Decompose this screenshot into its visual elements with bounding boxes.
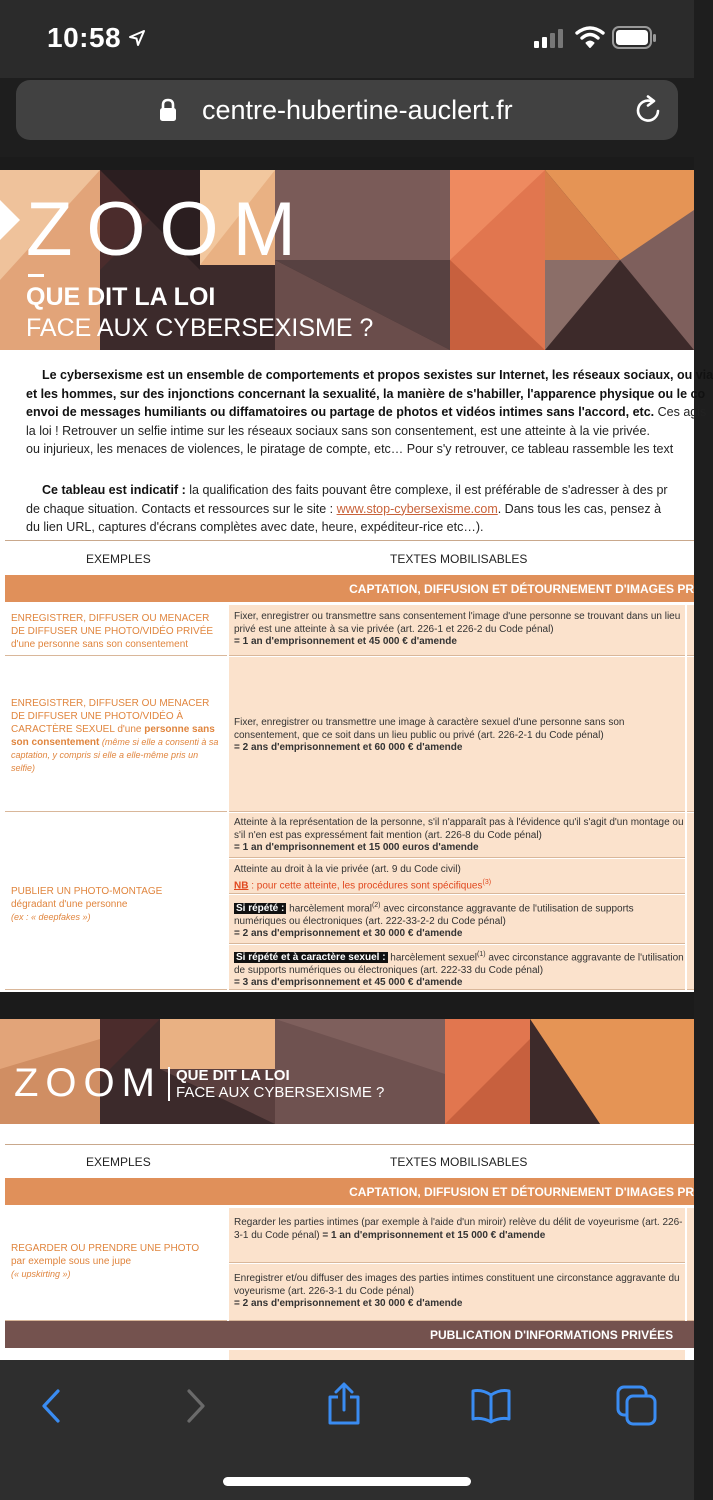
penalty-text: = 3 ans d'emprisonnement et 45 000 € d'amende xyxy=(234,977,463,989)
reload-icon[interactable] xyxy=(634,95,664,125)
location-arrow-icon xyxy=(128,29,146,47)
lock-icon xyxy=(158,98,178,122)
law-text: Enregistrer et/ou diffuser des images des parties intimes constituent une circonstance aggravante du voyeurisme (art. 226-3-1 du Code pénal) xyxy=(234,1273,680,1297)
address-bar[interactable] xyxy=(16,80,678,140)
law-text: Atteinte au droit à la vie privée (art. 9 du Code civil) xyxy=(234,864,461,875)
home-indicator xyxy=(223,1477,471,1486)
nb-label: NB xyxy=(234,879,249,891)
penalty-text: = 1 an d'emprisonnement et 15 000 € d'amende xyxy=(319,1229,546,1241)
title-bold: QUE DIT LA LOI xyxy=(26,283,216,311)
example-subtitle: par exemple sous une jupe xyxy=(11,1256,132,1267)
title-light-small: FACE AUX CYBERSEXISME ? xyxy=(176,1084,385,1101)
wifi-icon xyxy=(575,26,605,48)
intro-line: du lien URL, captures d'écrans complètes avec date, heure, expéditeur-rice etc…). xyxy=(26,520,484,535)
intro-line: ou injurieux, les menaces de violences, le piratage de compte, etc… Pour s'y retrouver, ce tableau rassemble les text xyxy=(26,442,674,457)
footnote-ref: (1) xyxy=(477,951,486,958)
penalty-text: = 2 ans d'emprisonnement et 30 000 € d'amende xyxy=(234,928,463,940)
cellular-signal-icon xyxy=(534,28,566,48)
zoom-banner xyxy=(0,170,694,350)
penalty-text: = 1 an d'emprisonnement et 45 000 € d'amende xyxy=(234,636,457,647)
section-title: PUBLICATION D'INFORMATIONS PRIVÉES xyxy=(430,1328,674,1342)
law-text: harcèlement sexuel xyxy=(387,952,478,964)
example-cell xyxy=(5,1208,227,1321)
law-text-cell xyxy=(229,1264,685,1321)
law-text: avec circonstance aggravante de l'utilisation de supports numériques ou électroniques (art. 222-33-2-2 du Code pénal) xyxy=(234,903,634,927)
intro-line: de chaque situation. Contacts et ressources sur le site : xyxy=(26,501,337,516)
example-title: REGARDER OU PRENDRE UNE PHOTO xyxy=(11,1243,200,1254)
tabs-icon[interactable] xyxy=(615,1384,659,1426)
intro-line: la qualification des faits pouvant être complexe, il est préférable de s'adresser à des pr xyxy=(185,483,668,497)
battery-icon xyxy=(612,26,658,50)
section-title: CAPTATION, DIFFUSION ET DÉTOURNEMENT D'IMAGES PR xyxy=(349,582,694,596)
intro-paragraph-2 xyxy=(26,481,668,537)
status-time: 10:58 xyxy=(47,22,122,53)
back-icon[interactable] xyxy=(38,1388,64,1424)
title-light: FACE AUX CYBERSEXISME ? xyxy=(26,314,374,342)
bookmarks-icon[interactable] xyxy=(470,1388,512,1424)
intro-line: envoi de messages humiliants ou diffamatoires ou partage de photos et vidéos intimes sans l'accord, etc. xyxy=(26,405,655,420)
intro-line: . Dans tous les cas, pensez à xyxy=(497,501,662,516)
zoom-heading-small: ZOOM xyxy=(14,1061,162,1105)
forward-icon[interactable] xyxy=(183,1388,209,1424)
intro-line: Ce tableau est indicatif : xyxy=(42,483,186,497)
law-text-cell xyxy=(229,1208,685,1263)
section-header-captation xyxy=(5,575,694,602)
law-text: Regarder les parties intimes (par exemple à l'aide d'un miroir) relève du délit de voyeurisme (art. 226-3-1 du Code pénal) xyxy=(234,1217,683,1241)
col-header-texts: TEXTES MOBILISABLES xyxy=(390,1155,528,1169)
law-text-cell xyxy=(229,657,685,812)
law-text: Fixer, enregistrer ou transmettre sans consentement l'image d'une personne se trouvant dans un lieu privé est une atteinte à sa vie privée (art. 226-1 et 226-2 du Code pénal) xyxy=(234,611,681,635)
law-text-cell xyxy=(229,945,685,990)
stop-cybersexisme-link[interactable]: www.stop-cybersexisme.com xyxy=(336,501,498,516)
footnote-ref: (2) xyxy=(371,902,381,909)
penalty-text: = 1 an d'emprisonnement et 15 000 euros d'amende xyxy=(234,842,479,853)
repeat-tag: Si répété : xyxy=(236,903,285,915)
col-header-examples: EXEMPLES xyxy=(86,1155,151,1169)
example-title: PUBLIER UN PHOTO-MONTAGE xyxy=(11,886,163,897)
example-text: d'une xyxy=(114,724,145,735)
example-note: (même si elle a consenti à sa captation, y compris si elle a elle-même pris un selfie) xyxy=(11,737,219,773)
url-text: centre-hubertine-auclert.fr xyxy=(202,95,513,125)
intro-line: Ces agis xyxy=(654,405,707,420)
web-content[interactable] xyxy=(0,157,713,1360)
zoom-banner-small xyxy=(0,1019,694,1124)
law-text: Fixer, enregistrer ou transmettre une image à caractère sexuel d'une personne sans son consentement, que ce soit dans un lieu public ou privé (art. 226-2-1 du Code pénal) xyxy=(234,717,625,741)
law-text-cell xyxy=(229,1350,685,1360)
intro-paragraph-1 xyxy=(26,366,713,459)
law-text-cell xyxy=(229,859,685,894)
document-page-1 xyxy=(0,170,713,992)
table-divider xyxy=(5,1144,694,1145)
col-header-texts: TEXTES MOBILISABLES xyxy=(390,552,528,566)
section-header-privees xyxy=(5,1321,694,1348)
intro-line: la loi ! Retrouver un selfie intime sur les réseaux sociaux sans son consentement, est une atteinte à la vie privée. xyxy=(26,423,650,438)
intro-line: et les hommes, sur des injonctions concernant la sexualité, la manière de s'habiller, l'apparence physique ou le co xyxy=(26,386,706,401)
law-text: Atteinte à la représentation de la personne, s'il n'apparaît pas à l'évidence qu'il s'agit d'un montage ou s'il n'en est pas expressément fait mention (art. 226-8 du Code pénal) xyxy=(234,817,684,841)
example-title: ENREGISTRER, DIFFUSER OU MENACER DE DIFFUSER UNE PHOTO/VIDÉO PRIVÉE xyxy=(11,613,214,637)
example-title: ENREGISTRER, DIFFUSER OU MENACER DE DIFFUSER UNE PHOTO/VIDÉO À CARACTÈRE SEXUEL xyxy=(11,698,210,735)
law-text: harcèlement moral xyxy=(286,903,372,915)
intro-line: Le cybersexisme est un ensemble de comportements et propos sexistes sur Internet, les réseaux sociaux, ou via xyxy=(42,368,713,382)
nb-text: : pour cette atteinte, les procédures sont spécifiques xyxy=(248,879,483,891)
law-text-cell xyxy=(229,895,685,944)
example-cell xyxy=(5,657,227,812)
footnote-ref: (3) xyxy=(482,878,492,886)
law-text: avec circonstance aggravante de l'utilisation de supports numériques ou électroniques (art. 222-33 du Code pénal) xyxy=(234,952,684,976)
example-emphasis: personne sans son consentement xyxy=(11,724,215,748)
table-divider xyxy=(5,540,694,541)
section-header-captation xyxy=(5,1178,694,1205)
example-note: (« upskirting ») xyxy=(11,1269,71,1279)
law-text-cell xyxy=(229,605,685,656)
title-bold-small: QUE DIT LA LOI xyxy=(176,1067,290,1084)
repeat-tag: Si répété et à caractère sexuel : xyxy=(236,952,386,964)
extra-column-cell xyxy=(687,1208,694,1321)
example-subtitle: d'une personne sans son consentement xyxy=(11,639,189,650)
section-title: CAPTATION, DIFFUSION ET DÉTOURNEMENT D'IMAGES PR xyxy=(349,1185,694,1199)
example-cell xyxy=(5,605,227,656)
share-icon[interactable] xyxy=(325,1382,363,1426)
extra-column-cell xyxy=(687,657,694,812)
law-text-cell xyxy=(229,813,685,858)
status-bar xyxy=(0,0,694,78)
extra-column-cell xyxy=(687,605,694,656)
example-subtitle: dégradant d'une personne xyxy=(11,899,128,910)
extra-column-cell xyxy=(687,813,694,990)
penalty-text: = 2 ans d'emprisonnement et 60 000 € d'amende xyxy=(234,742,463,753)
col-header-examples: EXEMPLES xyxy=(86,552,151,566)
example-note: (ex : « deepfakes ») xyxy=(11,912,91,922)
example-cell xyxy=(5,813,227,990)
document-page-2 xyxy=(0,1019,694,1360)
heading-separator xyxy=(168,1067,170,1101)
zoom-heading: ZOOM xyxy=(26,187,310,272)
heading-dash xyxy=(28,274,44,277)
penalty-text: = 2 ans d'emprisonnement et 30 000 € d'amende xyxy=(234,1298,463,1309)
